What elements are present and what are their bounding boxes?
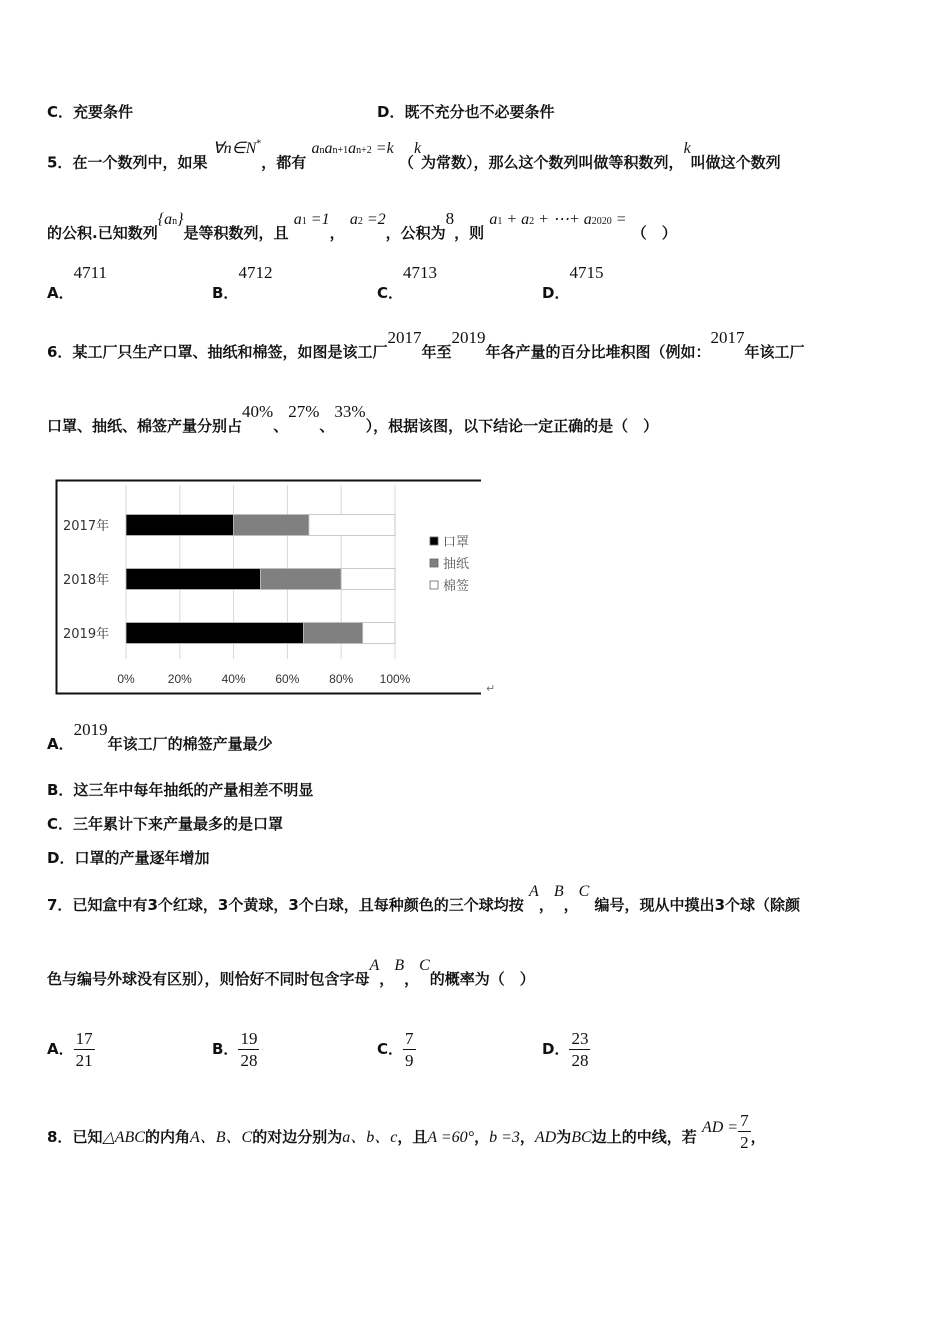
q5-line-2: 的公积.已知数列{an}是等积数列，且 a1 =1， a2 =2，公积为8，则 a1 + a2 + ⋯+ a2020 = （ ） [47, 209, 677, 242]
q7-line-2: 色与编号外球没有区别），则恰好不同时包含字母A，B，C的概率为（ ） [47, 957, 535, 988]
return-mark: ↵ [486, 682, 496, 695]
bar-segment [126, 623, 304, 644]
q6-number: 6． [47, 343, 73, 361]
q6-line-1 [47, 328, 805, 362]
stacked-percent-bar-chart [55, 479, 495, 695]
legend-swatch [430, 559, 438, 567]
bar-segment [304, 623, 363, 644]
q6-year-3: 2017 [710, 328, 745, 347]
q5-k: k [413, 140, 422, 158]
q6-option-c: C．三年累计下来产量最多的是口罩 [47, 815, 284, 833]
q5-sequence: {an} [157, 211, 184, 228]
bar-segment [261, 569, 342, 590]
fraction: $\frac{17}{21}$ [75, 1029, 93, 1070]
q5-text-10: （ ） [631, 224, 677, 242]
q6-value-1: 40% [242, 402, 274, 421]
q7-option-c: C． $\frac{7}{9}$ [377, 1029, 414, 1070]
x-tick-label: 0% [117, 672, 135, 686]
legend-label: 棉签 [443, 579, 470, 594]
q5-text-2: ，都有 [261, 153, 307, 172]
bar-segment [126, 515, 234, 536]
q5-text-9: ，则 [454, 224, 485, 242]
q5-sum: a1 + a2 + ⋯+ a2020 = [489, 211, 627, 228]
q7-letter-a: A [529, 883, 539, 900]
q5-line-1 [47, 139, 781, 175]
q5-forall: ∀n∈N* [212, 139, 262, 158]
q6-text-2: 年至 [421, 343, 452, 361]
q5-text-6: 的公积.已知数列 [47, 224, 158, 242]
q6-text-4: 年该工厂 [744, 343, 805, 361]
q5-eight: 8 [445, 209, 455, 228]
fraction: $\frac{7}{9}$ [405, 1029, 414, 1070]
q6-line-2: 口罩、抽纸、棉签产量分别占40%、27%、33%），根据该图，以下结论一定正确的是（ ） [47, 402, 659, 435]
q5-option-a: A．4711 [47, 263, 107, 302]
q5-text-8: ，公积为 [385, 224, 446, 242]
x-tick-label: 20% [167, 672, 192, 686]
bar-segment [363, 623, 395, 644]
q8-line-1: 8．已知△ABC的内角A、B、C的对边分别为a、b、c，且A =60°，b =3，AD为BC边上的中线，若 AD = $\frac{7}{2}$ ， [47, 1111, 766, 1152]
q7-line-1: 7．已知盒中有3个红球，3个黄球，3个白球，且每种颜色的三个球均按 A，B，C 编号，现从中摸出3个球（除颜 [47, 883, 801, 914]
q7-option-a: A． $\frac{17}{21}$ [47, 1029, 93, 1070]
q5-k2: k [683, 140, 691, 158]
q5-option-c: C．4713 [377, 263, 438, 302]
q5-a1: a1 =1 [293, 211, 330, 228]
bar-segment [126, 569, 261, 590]
q5-option-b: B．4712 [212, 263, 273, 302]
q7-number: 7． [47, 896, 73, 914]
q6-value-2: 27% [288, 402, 320, 421]
q6-value-3: 33% [334, 402, 366, 421]
x-tick-label: 100% [379, 672, 411, 686]
q6-text-3: 年各产量的百分比堆积图（例如： [485, 343, 711, 361]
legend-swatch [430, 537, 438, 545]
q4-option-d: D．既不充分也不必要条件 [377, 103, 555, 121]
q6-option-d: D．口罩的产量逐年增加 [47, 849, 210, 867]
q6-option-b: B．这三年中每年抽纸的产量相差不明显 [47, 781, 314, 799]
q5-text-1: 在一个数列中，如果 [72, 153, 208, 172]
fraction-7-2: $\frac{7}{2}$ [740, 1111, 749, 1152]
q4-option-c: C．充要条件 [47, 103, 134, 121]
x-tick-label: 60% [275, 672, 300, 686]
q7-letter-b: B [553, 883, 564, 900]
q6-text-1: 某工厂只生产口罩、抽纸和棉签，如图是该工厂 [72, 343, 388, 361]
q5-number: 5． [47, 153, 73, 172]
q5-a2: a2 =2 [349, 211, 386, 228]
category-label: 2019年 [63, 627, 110, 642]
fraction: $\frac{23}{28}$ [571, 1029, 589, 1070]
legend-swatch [430, 581, 438, 589]
q6-text-6: ），根据该图，以下结论一定正确的是（ ） [365, 417, 659, 435]
q7-option-b: B． $\frac{19}{28}$ [212, 1029, 258, 1070]
fraction: $\frac{19}{28}$ [240, 1029, 258, 1070]
category-label: 2017年 [63, 519, 110, 534]
q6-text-5: 口罩、抽纸、棉签产量分别占 [47, 417, 243, 435]
x-tick-label: 40% [221, 672, 246, 686]
category-label: 2018年 [63, 573, 110, 588]
legend-label: 抽纸 [443, 557, 470, 572]
q7-option-d: D． $\frac{23}{28}$ [542, 1029, 589, 1070]
q8-number: 8． [47, 1128, 73, 1146]
q6-year-2: 2019 [451, 328, 486, 347]
q5-product-formula: anan+1an+2 =k [311, 140, 394, 158]
bar-segment [341, 569, 395, 590]
q6-option-a: A．2019年该工厂的棉签产量最少 [47, 720, 273, 753]
q5-text-4: 为常数），那么这个数列叫做等积数列， [421, 153, 684, 172]
x-tick-label: 80% [329, 672, 354, 686]
q5-text-5: 叫做这个数列 [690, 153, 781, 172]
q5-text-3: （ [398, 153, 414, 172]
q5-text-7: 是等积数列，且 [183, 224, 289, 242]
q6-year-1: 2017 [387, 328, 422, 347]
legend-label: 口罩 [443, 535, 470, 550]
q5-option-d: D．4715 [542, 263, 604, 302]
bar-segment [234, 515, 309, 536]
q7-letter-c: C [578, 883, 590, 900]
bar-segment [309, 515, 395, 536]
